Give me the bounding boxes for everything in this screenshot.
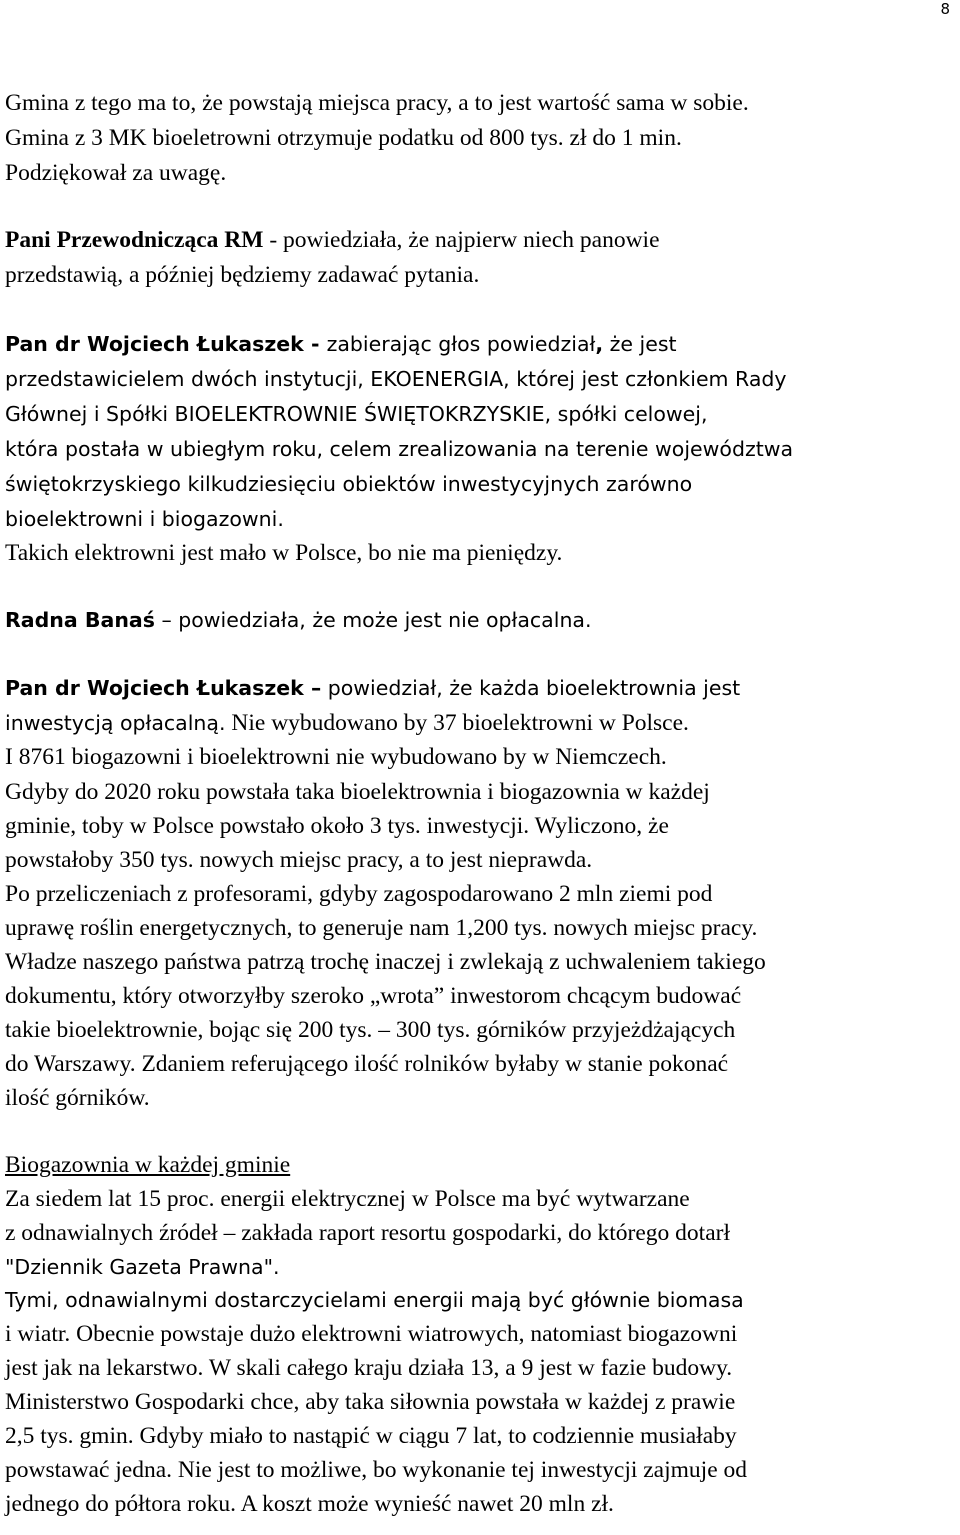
text-run: Takich elektrowni jest mało w Polsce, bo nie ma pieniędzy.: [5, 540, 563, 566]
text-line: [5, 1050, 728, 1078]
text-line: [5, 709, 689, 737]
text-run: Władze naszego państwa patrzą trochę inaczej i zwlekają z uchwaleniem takiego: [5, 949, 766, 975]
text-line: [5, 1253, 280, 1281]
text-run: – powiedziała, że może jest nie opłacalna.: [154, 608, 592, 632]
text-run: przedstawicielem dwóch instytucji, EKOENERGIA, której jest członkiem Rady: [5, 367, 787, 391]
text-line: [5, 1320, 737, 1348]
text-line: [5, 159, 226, 187]
text-run: powiedział, że każda bioelektrownia jest: [321, 676, 741, 700]
text-line: [5, 261, 479, 289]
text-line: [5, 435, 793, 463]
text-run: uprawę roślin energetycznych, to generuje nam 1,200 tys. nowych miejsc pracy.: [5, 915, 758, 941]
text-line: [5, 1185, 690, 1213]
text-run: świętokrzyskiego kilkudziesięciu obiektów inwestycyjnych zarówno: [5, 472, 693, 496]
text-line: [5, 124, 682, 152]
text-run: ilość górników.: [5, 1085, 150, 1111]
text-line: [5, 1016, 735, 1044]
text-run: Tymi, odnawialnymi dostarczycielami energii mają być głównie biomasa: [5, 1288, 744, 1312]
text-run: takie bioelektrownie, bojąc się 200 tys. – 300 tys. górników przyjeżdżających: [5, 1017, 736, 1043]
text-run: Za siedem lat 15 proc. energii elektrycznej w Polsce ma być wytwarzane: [5, 1186, 690, 1212]
text-run: że jest: [603, 332, 677, 356]
text-line: [5, 948, 766, 976]
text-run: I 8761 biogazowni i bioelektrowni nie wybudowano by w Niemczech.: [5, 744, 667, 770]
text-run: przedstawią, a później będziemy zadawać pytania.: [5, 262, 480, 288]
text-line: [5, 1388, 735, 1416]
text-run: Gdyby do 2020 roku powstała taka bioelektrownia i biogazownia w każdej: [5, 779, 710, 805]
text-run: Podziękował za uwagę.: [5, 160, 227, 186]
text-line: [5, 914, 757, 942]
text-run: z odnawialnych źródeł – zakłada raport resortu gospodarki, do którego dotarł: [5, 1220, 730, 1246]
text-line: [5, 505, 284, 533]
text-line: [5, 606, 592, 634]
text-run: dokumentu, który otworzyłby szeroko „wrota” inwestorom chcącym budować: [5, 983, 742, 1009]
text-run: Gmina z tego ma to, że powstają miejsca pracy, a to jest wartość sama w sobie.: [5, 90, 749, 116]
text-line: [5, 743, 667, 771]
text-run: Głównej i Spółki BIOELEKTROWNIE ŚWIĘTOKRZYSKIE, spółki celowej,: [5, 402, 708, 426]
text-run: Pani Przewodnicząca RM: [5, 227, 264, 253]
text-run: Po przeliczeniach z profesorami, gdyby zagospodarowano 2 mln ziemi pod: [5, 881, 713, 907]
text-line: [5, 89, 749, 117]
text-line: [5, 812, 669, 840]
text-line: [5, 1422, 737, 1450]
text-run: która postała w ubiegłym roku, celem zrealizowania na terenie województwa: [5, 437, 794, 461]
text-run: inwestycją opłacalną.: [5, 711, 226, 735]
text-line: [5, 1456, 747, 1484]
text-run: zabierając głos powiedział: [326, 332, 596, 356]
text-line: [5, 1151, 290, 1179]
text-line: [5, 674, 740, 702]
text-line: [5, 1490, 614, 1518]
text-run: ,: [595, 332, 604, 356]
text-line: [5, 880, 712, 908]
text-run: jest jak na lekarstwo. W skali całego kraju działa 13, a 9 jest w fazie budowy.: [5, 1355, 733, 1381]
text-line: [5, 778, 710, 806]
text-run: jednego do półtora roku. A koszt może wynieść nawet 20 mln zł.: [5, 1491, 614, 1517]
text-line: [5, 1084, 150, 1112]
text-run: Pan dr Wojciech Łukaszek -: [5, 332, 327, 356]
text-run: 2,5 tys. gmin. Gdyby miało to nastąpić w ciągu 7 lat, to codziennie musiałaby: [5, 1423, 737, 1449]
text-line: [5, 226, 660, 254]
text-line: [5, 982, 741, 1010]
text-run: Gmina z 3 MK bioeletrowni otrzymuje podatku od 800 tys. zł do 1 min.: [5, 125, 682, 151]
text-line: [5, 846, 592, 874]
text-run: i wiatr. Obecnie powstaje dużo elektrowni wiatrowych, natomiast biogazowni: [5, 1321, 738, 1347]
text-line: [5, 1219, 730, 1247]
text-line: [5, 470, 692, 498]
text-run: gminie, toby w Polsce powstało około 3 tys. inwestycji. Wyliczono, że: [5, 813, 669, 839]
text-run: Ministerstwo Gospodarki chce, aby taka siłownia powstała w każdej z prawie: [5, 1389, 736, 1415]
text-run: bioelektrowni i biogazowni.: [5, 507, 284, 531]
text-run: Radna Banaś: [5, 608, 155, 632]
text-line: [5, 539, 562, 567]
text-run: Pan dr Wojciech Łukaszek –: [5, 676, 322, 700]
text-run: Biogazownia w każdej gminie: [5, 1152, 291, 1178]
text-line: [5, 1354, 732, 1382]
text-line: [5, 365, 787, 393]
text-run: "Dziennik Gazeta Prawna".: [5, 1255, 280, 1279]
text-line: [5, 1286, 744, 1314]
text-run: powstałoby 350 tys. nowych miejsc pracy, a to jest nieprawda.: [5, 847, 593, 873]
text-run: powstawać jedna. Nie jest to możliwe, bo wykonanie tej inwestycji zajmuje od: [5, 1457, 748, 1483]
text-run: do Warszawy. Zdaniem referującego ilość rolników byłaby w stanie pokonać: [5, 1051, 729, 1077]
text-run: - powiedziała, że najpierw niech panowie: [263, 227, 660, 253]
text-line: [5, 400, 708, 428]
text-line: [5, 330, 677, 358]
page-number: 8: [940, 0, 950, 18]
text-run: Nie wybudowano by 37 bioelektrowni w Polsce.: [225, 710, 689, 736]
